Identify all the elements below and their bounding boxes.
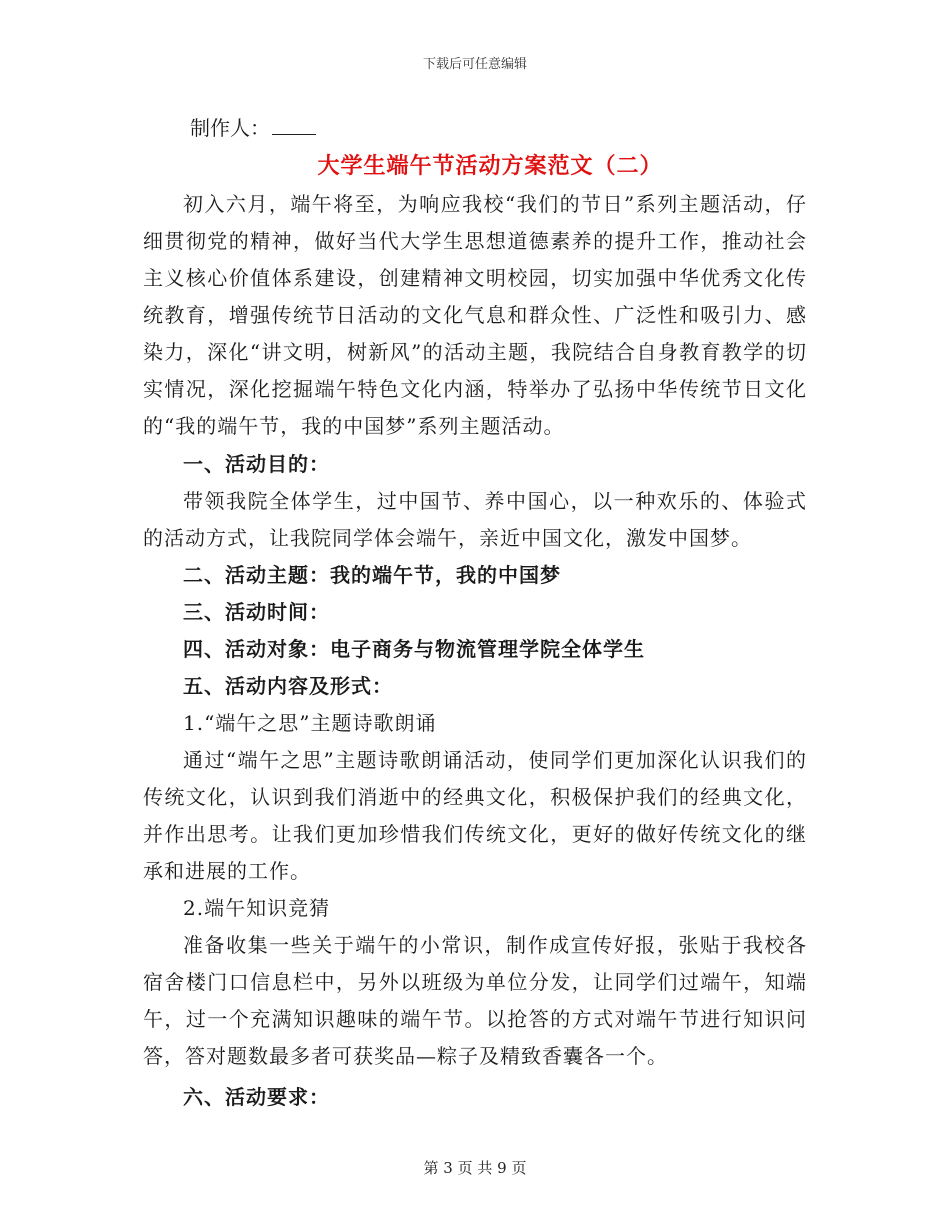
maker-blank	[272, 112, 316, 135]
target-heading: 四、活动对象：电子商务与物流管理学院全体学生	[183, 637, 645, 661]
goal-heading: 一、活动目的：	[183, 452, 330, 476]
intro-paragraph: 初入六月，端午将至，为响应我校“我们的节日”系列主题活动，仔细贯彻党的精神，做好当代大学生思想道德素养的提升工作，推动社会主义核心价值体系建设，创建精神文明校园，切实加强中华优秀文化传统教育，增强传统节日活动的文化气息和群众性、广泛性和吸引力、感染力，深化“讲文明，树新风”的活动主题，我院结合自身教育教学的切实情况，深化挖掘端午特色文化内涵，特举办了弘扬中华传统节日文化的“我的端午节，我的中国梦”系列主题活动。	[143, 192, 807, 438]
item2-title: 2.端午知识竞猜	[183, 896, 331, 920]
page-header: 下载后可任意编辑	[422, 57, 527, 72]
item2-paragraph: 准备收集一些关于端午的小常识，制作成宣传好报，张贴于我校各宿舍楼门口信息栏中，另外以班级为单位分发，让同学们过端午，知端午，过一个充满知识趣味的端午节。以抢答的方式对端午节进行知识问答，答对题数最多者可获奖品—粽子及精致香囊各一个。	[143, 933, 807, 1068]
time-heading: 三、活动时间：	[183, 600, 330, 624]
item1-paragraph: 通过“端午之思”主题诗歌朗诵活动，使同学们更加深化认识我们的传统文化，认识到我们消逝中的经典文化，积极保护我们的经典文化，并作出思考。让我们更加珍惜我们传统文化，更好的做好传统文化的继承和进展的工作。	[143, 748, 807, 883]
item1-title: 1.“端午之思”主题诗歌朗诵	[183, 711, 437, 735]
document-body	[143, 110, 807, 1116]
document-title: 大学生端午节活动方案范文（二）	[317, 153, 663, 179]
content-heading: 五、活动内容及形式：	[183, 674, 393, 698]
page-footer: 第 3 页 共 9 页	[423, 1159, 527, 1177]
theme-heading: 二、活动主题：我的端午节，我的中国梦	[183, 563, 561, 587]
maker-label: 制作人：	[190, 116, 270, 140]
requirements-heading: 六、活动要求：	[183, 1085, 330, 1109]
goal-paragraph: 带领我院全体学生，过中国节、养中国心，以一种欢乐的、体验式的活动方式，让我院同学体会端午，亲近中国文化，激发中国梦。	[143, 489, 807, 550]
maker-line	[143, 110, 807, 146]
